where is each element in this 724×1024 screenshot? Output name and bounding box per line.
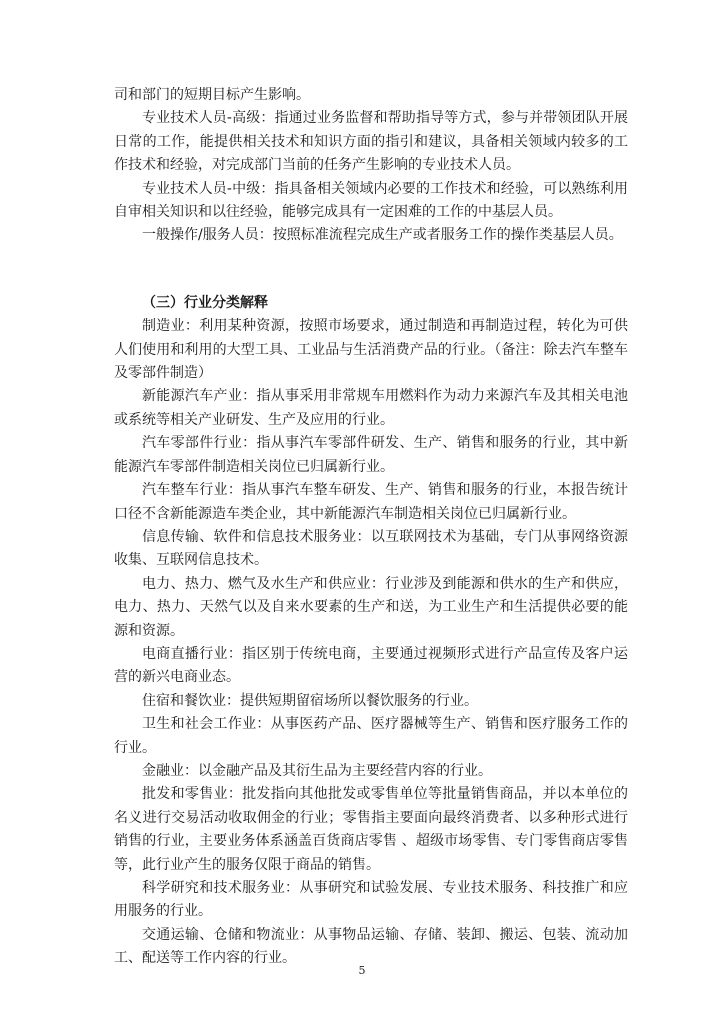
paragraph-senior-technical-staff: 专业技术人员-高级：指通过业务监督和帮助指导等方式，参与并带领团队开展日常的工作，能提供相关技术和知识方面的指引和建议，具备相关领域内较多的工作技术和经验，对完成部门当前的任务产生影响的专业技术人员。 <box>114 110 628 174</box>
section-heading-industry-classification: （三）行业分类解释 <box>142 294 268 311</box>
paragraph-live-commerce: 电商直播行业：指区别于传统电商，主要通过视频形式进行产品宣传及客户运营的新兴电商业态。 <box>114 645 628 686</box>
paragraph-general-operations-staff: 一般操作/服务人员：按照标准流程完成生产或者服务工作的操作类基层人员。 <box>142 227 623 244</box>
paragraph-health-social-work: 卫生和社会工作业：从事医药产品、医疗器械等生产、销售和医疗服务工作的行业。 <box>114 716 628 756</box>
paragraph-manufacturing: 制造业：利用某种资源，按照市场要求，通过制造和再制造过程，转化为可供人们使用和利用的大型工具、工业品与生活消费产品的行业。（备注：除去汽车整车及零部件制造） <box>114 318 628 382</box>
page-number: 5 <box>358 964 366 977</box>
paragraph-research-technical-services: 科学研究和技术服务业：从事研究和试验发展、专业技术服务、科技推广和应用服务的行业。 <box>114 880 628 920</box>
paragraph-new-energy-vehicles: 新能源汽车产业：指从事采用非常规车用燃料作为动力来源汽车及其相关电池或系统等相关产业研发、生产及应用的行业。 <box>114 388 628 428</box>
section-spacer <box>114 248 628 292</box>
paragraph-finance: 金融业：以金融产品及其衍生品为主要经营内容的行业。 <box>142 762 492 779</box>
paragraph-transport-logistics: 交通运输、仓储和物流业：从事物品运输、存储、装卸、搬运、包装、流动加工、配送等工作内容的行业。 <box>114 926 628 967</box>
paragraph-it-software-services: 信息传输、软件和信息技术服务业：以互联网技术为基础，专门从事网络资源收集、互联网信息技术。 <box>114 528 628 569</box>
document-body <box>114 84 628 971</box>
paragraph-accommodation-catering: 住宿和餐饮业：提供短期留宿场所以餐饮服务的行业。 <box>142 692 478 709</box>
paragraph-complete-vehicles: 汽车整车行业：指从事汽车整车研发、生产、销售和服务的行业，本报告统计口径不含新能源造车类企业，其中新能源汽车制造相关岗位已归属新行业。 <box>114 482 628 522</box>
paragraph-auto-parts: 汽车零部件行业：指从事汽车零部件研发、生产、销售和服务的行业，其中新能源汽车零部件制造相关岗位已归属新行业。 <box>114 435 628 475</box>
paragraph-utilities: 电力、热力、燃气及水生产和供应业：行业涉及到能源和供水的生产和供应，电力、热力、天然气以及自来水要素的生产和送，为工业生产和生活提供必要的能源和资源。 <box>114 575 628 639</box>
paragraph-wholesale-retail: 批发和零售业：批发指向其他批发或零售单位等批量销售商品，并以本单位的名义进行交易活动收取佣金的行业；零售指主要面向最终消费者、以多种形式进行销售的行业，主要业务体系涵盖百货商店零售 、超级市场零售、专门零售商店零售等，此行业产生的服务仅限于商品的销售。 <box>114 786 628 873</box>
paragraph-continuation: 司和部门的短期目标产生影响。 <box>114 87 310 103</box>
paragraph-intermediate-technical-staff: 专业技术人员-中级：指具备相关领域内必要的工作技术和经验，可以熟练利用自审相关知识和以往经验，能够完成具有一定困难的工作的中基层人员。 <box>114 180 628 221</box>
